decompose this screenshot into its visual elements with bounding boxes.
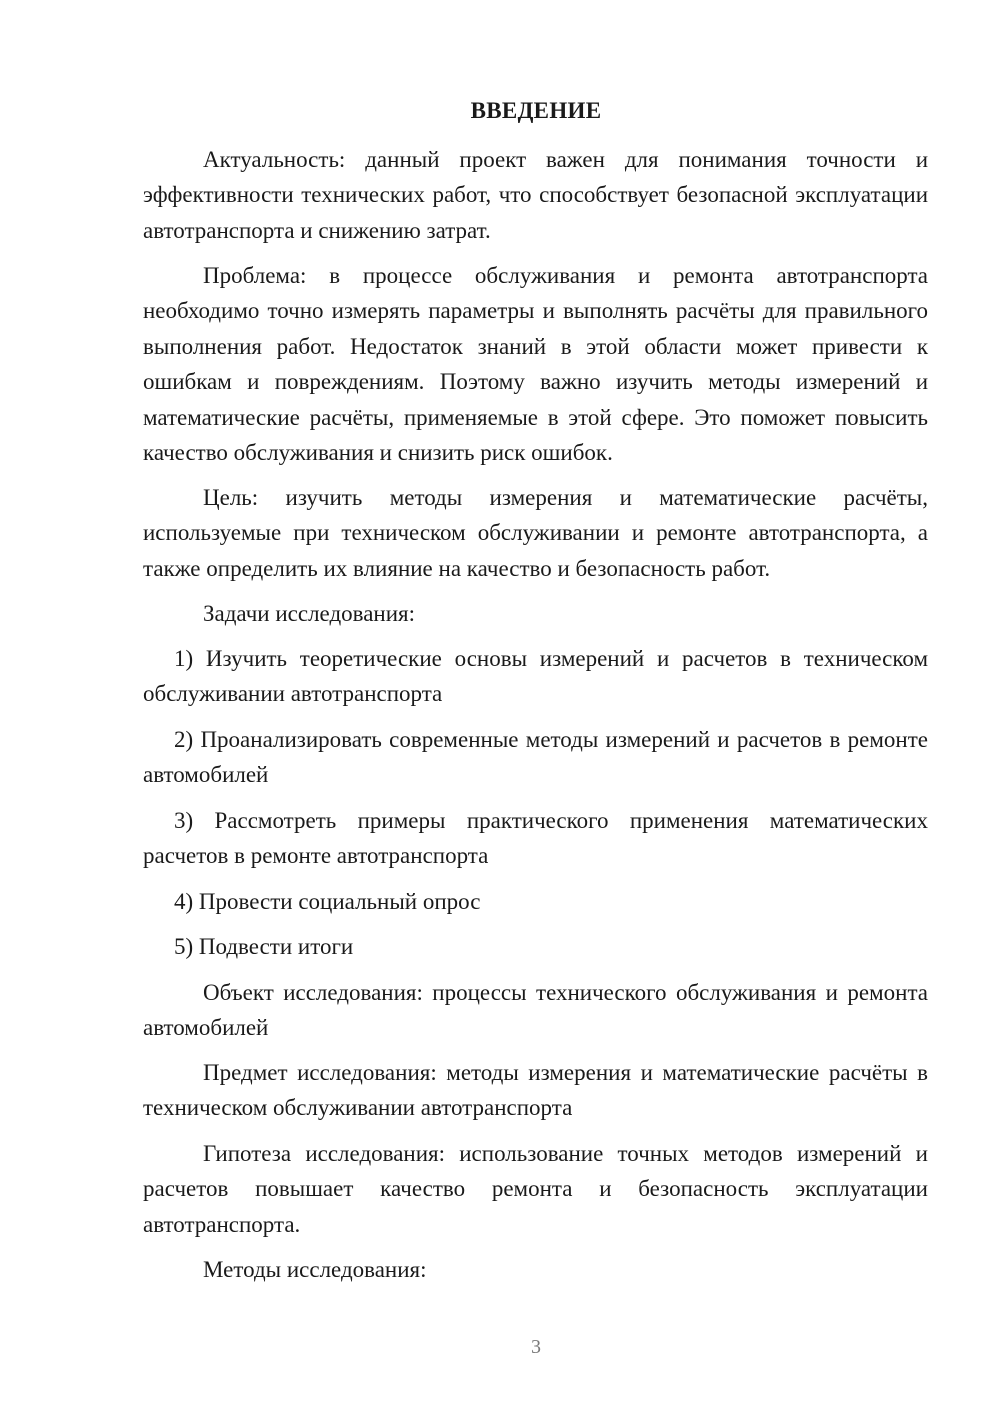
list-item-task-5: 5) Подвести итоги (174, 934, 354, 959)
paragraph-problem: Проблема: в процессе обслуживания и ремонта автотранспорта необходимо точно измерять параметры и выполнять расчёты для правильного выполнения работ. Недостаток знаний в этой области может привести к ошибкам и повреждениям. Поэтому важно изучить методы измерений и математические расчёты, применяемые в этой сфере. Это поможет повысить качество обслуживания и снизить риск ошибок. (143, 263, 928, 466)
paragraph-relevance: Актуальность: данный проект важен для понимания точности и эффективности технических работ, что способствует безопасной эксплуатации автотранспорта и снижению затрат. (143, 147, 928, 243)
paragraph-object: Объект исследования: процессы технического обслуживания и ремонта автомобилей (143, 980, 928, 1041)
list-item-task-2: 2) Проанализировать современные методы измерений и расчетов в ремонте автомобилей (143, 727, 928, 788)
paragraph-subject: Предмет исследования: методы измерения и математические расчёты в техническом обслуживании автотранспорта (143, 1060, 928, 1121)
paragraph-tasks-heading: Задачи исследования: (203, 601, 416, 626)
page-title: ВВЕДЕНИЕ (470, 98, 602, 123)
list-item-task-1: 1) Изучить теоретические основы измерений и расчетов в техническом обслуживании автотранспорта (143, 646, 928, 707)
list-item-task-3: 3) Рассмотреть примеры практического применения математических расчетов в ремонте автотранспорта (143, 808, 928, 869)
page-number: 3 (531, 1336, 541, 1358)
paragraph-goal: Цель: изучить методы измерения и математические расчёты, используемые при техническом обслуживании и ремонте автотранспорта, а также определить их влияние на качество и безопасность работ. (143, 485, 928, 581)
paragraph-hypothesis: Гипотеза исследования: использование точных методов измерений и расчетов повышает качество ремонта и безопасность эксплуатации автотранспорта. (143, 1141, 928, 1237)
paragraph-methods-heading: Методы исследования: (203, 1257, 427, 1282)
list-item-task-4: 4) Провести социальный опрос (174, 889, 481, 914)
